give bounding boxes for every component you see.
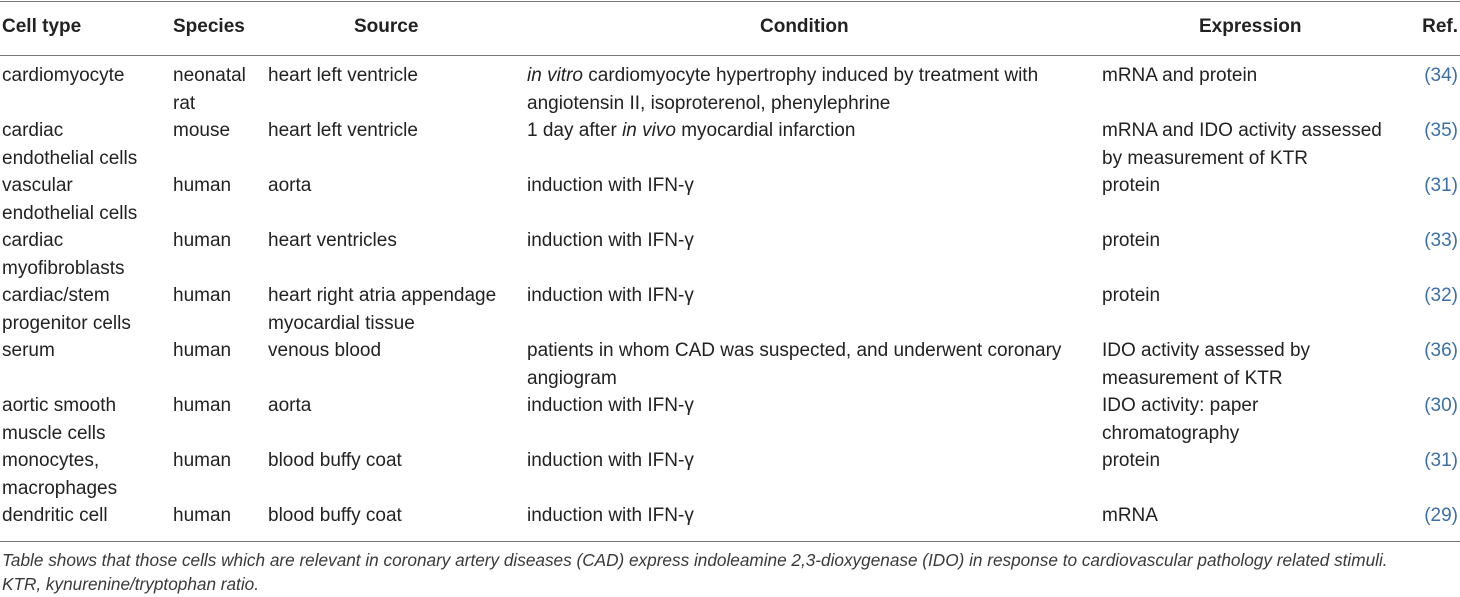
cell-ref[interactable]: (31)	[1424, 175, 1458, 196]
table-row	[0, 282, 1460, 337]
table-row	[0, 227, 1460, 282]
cell-expression: protein	[1102, 450, 1161, 471]
cell-source: blood buffy coat	[268, 450, 402, 471]
cell-species: human	[173, 230, 232, 251]
cell-ref[interactable]: (33)	[1424, 230, 1458, 251]
cell-source: venous blood	[268, 340, 382, 361]
cell-ref[interactable]: (36)	[1424, 340, 1458, 361]
header-source: Source	[354, 16, 419, 37]
cell-source: heart ventricles	[268, 230, 397, 251]
cell-expression: protein	[1102, 230, 1161, 251]
cell-ref[interactable]: (29)	[1424, 505, 1458, 526]
cell-type: cardiac myofibroblasts	[2, 230, 125, 279]
table-header-row	[0, 0, 1460, 55]
cell-condition: in vitro cardiomyocyte hypertrophy induced by treatment with angiotensin II, isoproterenol, phenylephrine	[527, 65, 1039, 114]
cell-type: cardiomyocyte	[2, 65, 125, 86]
cell-condition: induction with IFN-γ	[527, 450, 694, 471]
table-row	[0, 172, 1460, 227]
table-row	[0, 62, 1460, 117]
cell-condition: induction with IFN-γ	[527, 230, 694, 251]
cell-source: heart right atria appendage myocardial tissue	[268, 285, 497, 334]
cell-source: heart left ventricle	[268, 65, 418, 86]
cell-species: human	[173, 450, 232, 471]
cell-source: aorta	[268, 175, 312, 196]
cell-condition: induction with IFN-γ	[527, 175, 694, 196]
header-species: Species	[173, 16, 245, 37]
cell-expression: protein	[1102, 175, 1161, 196]
cell-expression: mRNA and IDO activity assessed by measurement of KTR	[1102, 120, 1382, 169]
header-condition: Condition	[760, 16, 849, 37]
cell-type: cardiac endothelial cells	[2, 120, 138, 169]
cell-ref[interactable]: (30)	[1424, 395, 1458, 416]
cell-species: human	[173, 285, 232, 306]
cell-condition: patients in whom CAD was suspected, and underwent coronary angiogram	[527, 340, 1062, 389]
header-cell-type: Cell type	[2, 16, 82, 37]
cell-expression: IDO activity: paper chromatography	[1102, 395, 1259, 444]
table-row	[0, 447, 1460, 502]
cell-expression: protein	[1102, 285, 1161, 306]
cell-type: vascular endothelial cells	[2, 175, 138, 224]
table-row	[0, 502, 1460, 532]
table-body	[0, 62, 1460, 532]
cell-ref[interactable]: (34)	[1424, 65, 1458, 86]
cell-expression: mRNA	[1102, 505, 1158, 526]
header-expression: Expression	[1199, 16, 1302, 37]
cell-species: neonatal rat	[173, 65, 246, 114]
table-row	[0, 117, 1460, 172]
cell-type: dendritic cell	[2, 505, 108, 526]
table-header-rule	[0, 55, 1460, 56]
table-row	[0, 392, 1460, 447]
cell-ref[interactable]: (31)	[1424, 450, 1458, 471]
cell-expression: IDO activity assessed by measurement of KTR	[1102, 340, 1311, 389]
cell-species: human	[173, 340, 232, 361]
cell-type: cardiac/stem progenitor cells	[2, 285, 131, 334]
cell-species: human	[173, 505, 232, 526]
cell-species: human	[173, 395, 232, 416]
cell-source: blood buffy coat	[268, 505, 402, 526]
cell-type: aortic smooth muscle cells	[2, 395, 117, 444]
cell-type: monocytes, macrophages	[2, 450, 118, 499]
cell-source: heart left ventricle	[268, 120, 418, 141]
table-row	[0, 337, 1460, 392]
cell-species: human	[173, 175, 232, 196]
cell-source: aorta	[268, 395, 312, 416]
cell-condition: induction with IFN-γ	[527, 505, 694, 526]
cell-species: mouse	[173, 120, 231, 141]
header-ref: Ref.	[1422, 16, 1458, 37]
cell-condition: induction with IFN-γ	[527, 395, 694, 416]
table-caption: Table shows that those cells which are relevant in coronary artery diseases (CAD) express indoleamine 2,3-dioxygenase (IDO) in response to cardiovascular pathology related stimuli. KTR, kynurenine/tryptophan ratio.	[2, 550, 1388, 594]
cell-expression: mRNA and protein	[1102, 65, 1258, 86]
cell-type: serum	[2, 340, 55, 361]
cell-condition: induction with IFN-γ	[527, 285, 694, 306]
cell-ref[interactable]: (35)	[1424, 120, 1458, 141]
cell-condition: 1 day after in vivo myocardial infarction	[527, 120, 856, 141]
table-bottom-rule	[0, 541, 1460, 542]
cell-ref[interactable]: (32)	[1424, 285, 1458, 306]
